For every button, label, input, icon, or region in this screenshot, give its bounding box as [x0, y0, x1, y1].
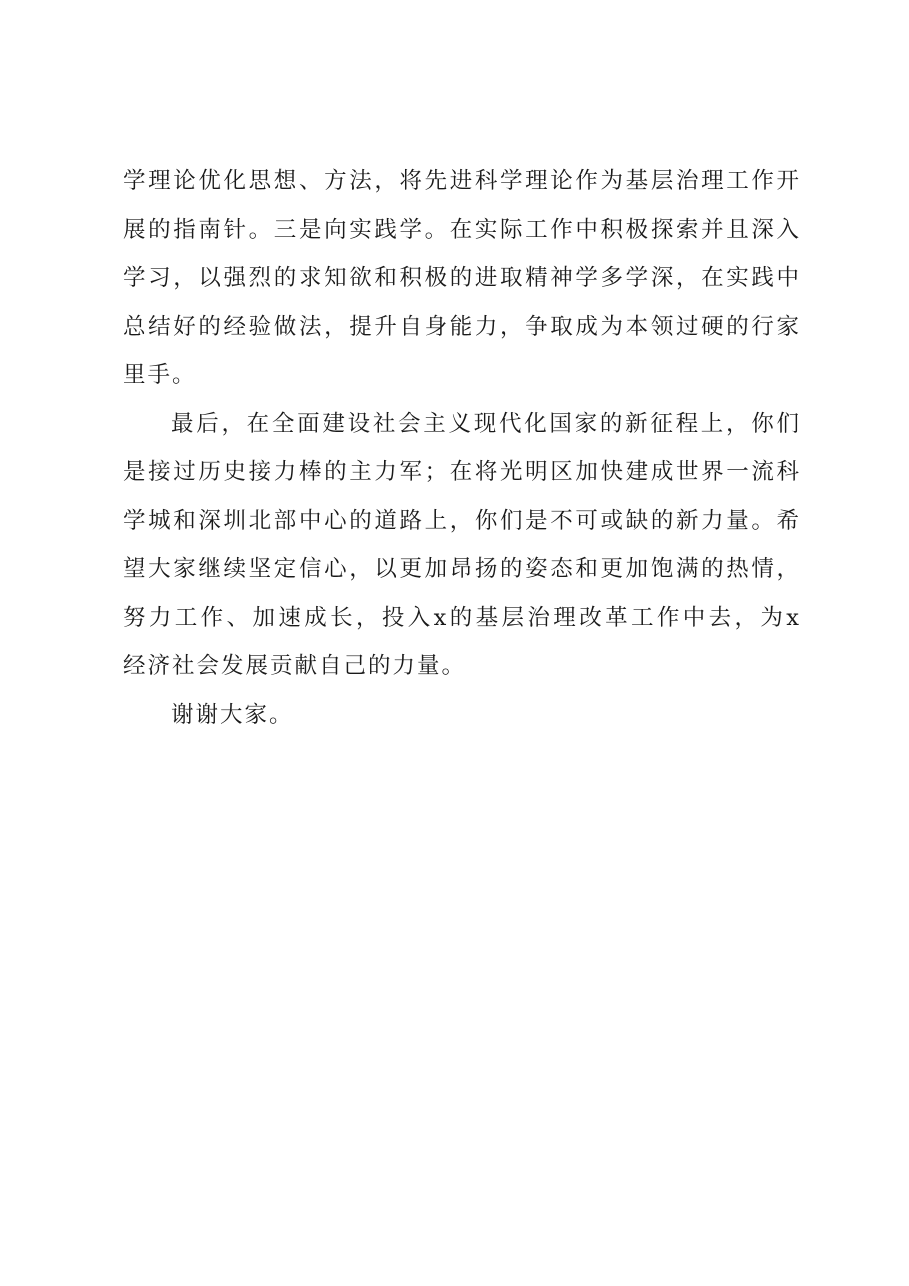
paragraph-line: 学城和深圳北部中心的道路上，你们是不可或缺的新力量。希 [123, 507, 799, 534]
paragraph-line: 经济社会发展贡献自己的力量。 [123, 653, 467, 679]
paragraph-line: 望大家继续坚定信心，以更加昂扬的姿态和更加饱满的热情， [123, 556, 799, 582]
paragraph-line: 学理论优化思想、方法，将先进科学理论作为基层治理工作开 [123, 168, 799, 194]
paragraph-line: 努力工作、加速成长，投入x的基层治理改革工作中去，为x [123, 604, 799, 631]
paragraph-2 [123, 400, 799, 691]
paragraph-line: 总结好的经验做法，提升自身能力，争取成为本领过硬的行家 [123, 313, 799, 340]
closing-line: 谢谢大家。 [171, 701, 294, 728]
paragraph-line: 展的指南针。三是向实践学。在实际工作中积极探索并且深入 [123, 216, 799, 243]
paragraph-3 [123, 691, 799, 740]
paragraph-line: 学习，以强烈的求知欲和积极的进取精神学多学深，在实践中 [123, 265, 799, 291]
document-body [123, 157, 799, 739]
paragraph-1 [123, 157, 799, 400]
paragraph-line: 是接过历史接力棒的主力军；在将光明区加快建成世界一流科 [123, 459, 799, 485]
paragraph-line: 里手。 [123, 362, 197, 388]
paragraph-line: 最后，在全面建设社会主义现代化国家的新征程上，你们 [171, 410, 799, 437]
